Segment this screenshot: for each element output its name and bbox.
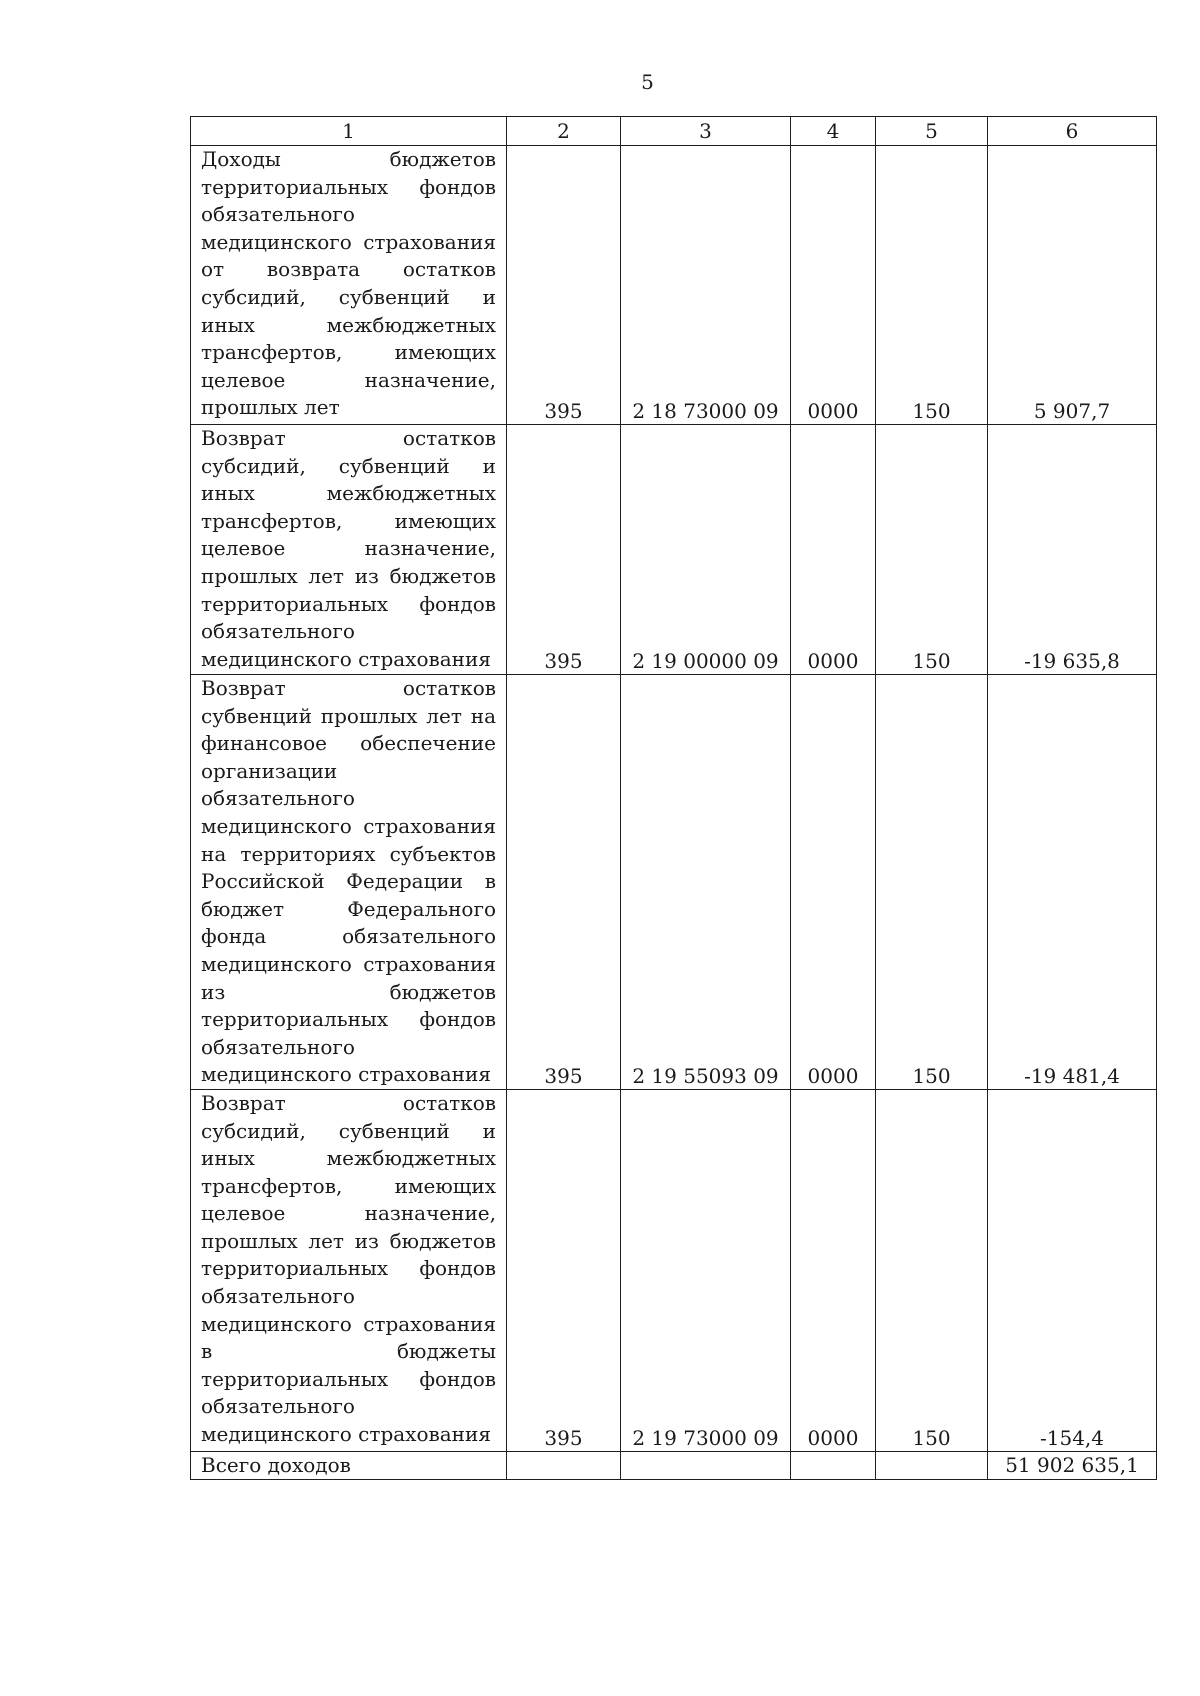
row-admin-code: 395 <box>507 675 621 1090</box>
column-number-3: 3 <box>621 117 791 146</box>
total-empty-cell <box>791 1451 876 1479</box>
row-admin-code: 395 <box>507 425 621 675</box>
total-empty-cell <box>507 1451 621 1479</box>
row-amount: -19 481,4 <box>988 675 1157 1090</box>
row-kind-code: 150 <box>876 675 988 1090</box>
row-budget-code: 2 19 00000 09 <box>621 425 791 675</box>
page-number: 5 <box>641 70 654 94</box>
total-empty-cell <box>876 1451 988 1479</box>
row-budget-code: 2 19 73000 09 <box>621 1089 791 1451</box>
row-amount: -154,4 <box>988 1089 1157 1451</box>
column-numbers-row <box>191 117 1157 146</box>
column-number-5: 5 <box>876 117 988 146</box>
row-program-code: 0000 <box>791 1089 876 1451</box>
row-budget-code: 2 18 73000 09 <box>621 146 791 425</box>
total-row <box>191 1451 1157 1479</box>
income-table <box>190 116 1157 1480</box>
row-name: Возврат остатков субвенций прошлых лет на финансовое обеспечение организации обязательного медицинского страхования на территориях субъектов Российской Федерации в бюджет Федерального фонда обязательного медицинского страхования из бюджетов территориальных фондов обязательного медицинского страхования <box>191 675 507 1090</box>
row-kind-code: 150 <box>876 1089 988 1451</box>
column-number-2: 2 <box>507 117 621 146</box>
column-number-1: 1 <box>191 117 507 146</box>
total-empty-cell <box>621 1451 791 1479</box>
row-admin-code: 395 <box>507 146 621 425</box>
row-program-code: 0000 <box>791 146 876 425</box>
row-name: Возврат остатков субсидий, субвенций и иных межбюджетных трансфертов, имеющих целевое назначение, прошлых лет из бюджетов территориальных фондов обязательного медицинского страхования <box>191 425 507 675</box>
column-number-4: 4 <box>791 117 876 146</box>
row-admin-code: 395 <box>507 1089 621 1451</box>
total-label: Всего доходов <box>191 1451 507 1479</box>
row-name: Возврат остатков субсидий, субвенций и иных межбюджетных трансфертов, имеющих целевое назначение, прошлых лет из бюджетов территориальных фондов обязательного медицинского страхования в бюджеты территориальных фондов обязательного медицинского страхования <box>191 1089 507 1451</box>
row-amount: -19 635,8 <box>988 425 1157 675</box>
total-amount: 51 902 635,1 <box>988 1451 1157 1479</box>
table-row <box>191 425 1157 675</box>
row-program-code: 0000 <box>791 675 876 1090</box>
table-row <box>191 1089 1157 1451</box>
row-program-code: 0000 <box>791 425 876 675</box>
table-row <box>191 146 1157 425</box>
row-name: Доходы бюджетов территориальных фондов обязательного медицинского страхования от возврата остатков субсидий, субвенций и иных межбюджетных трансфертов, имеющих целевое назначение, прошлых лет <box>191 146 507 425</box>
row-amount: 5 907,7 <box>988 146 1157 425</box>
row-kind-code: 150 <box>876 146 988 425</box>
row-budget-code: 2 19 55093 09 <box>621 675 791 1090</box>
table-row <box>191 675 1157 1090</box>
column-number-6: 6 <box>988 117 1157 146</box>
row-kind-code: 150 <box>876 425 988 675</box>
